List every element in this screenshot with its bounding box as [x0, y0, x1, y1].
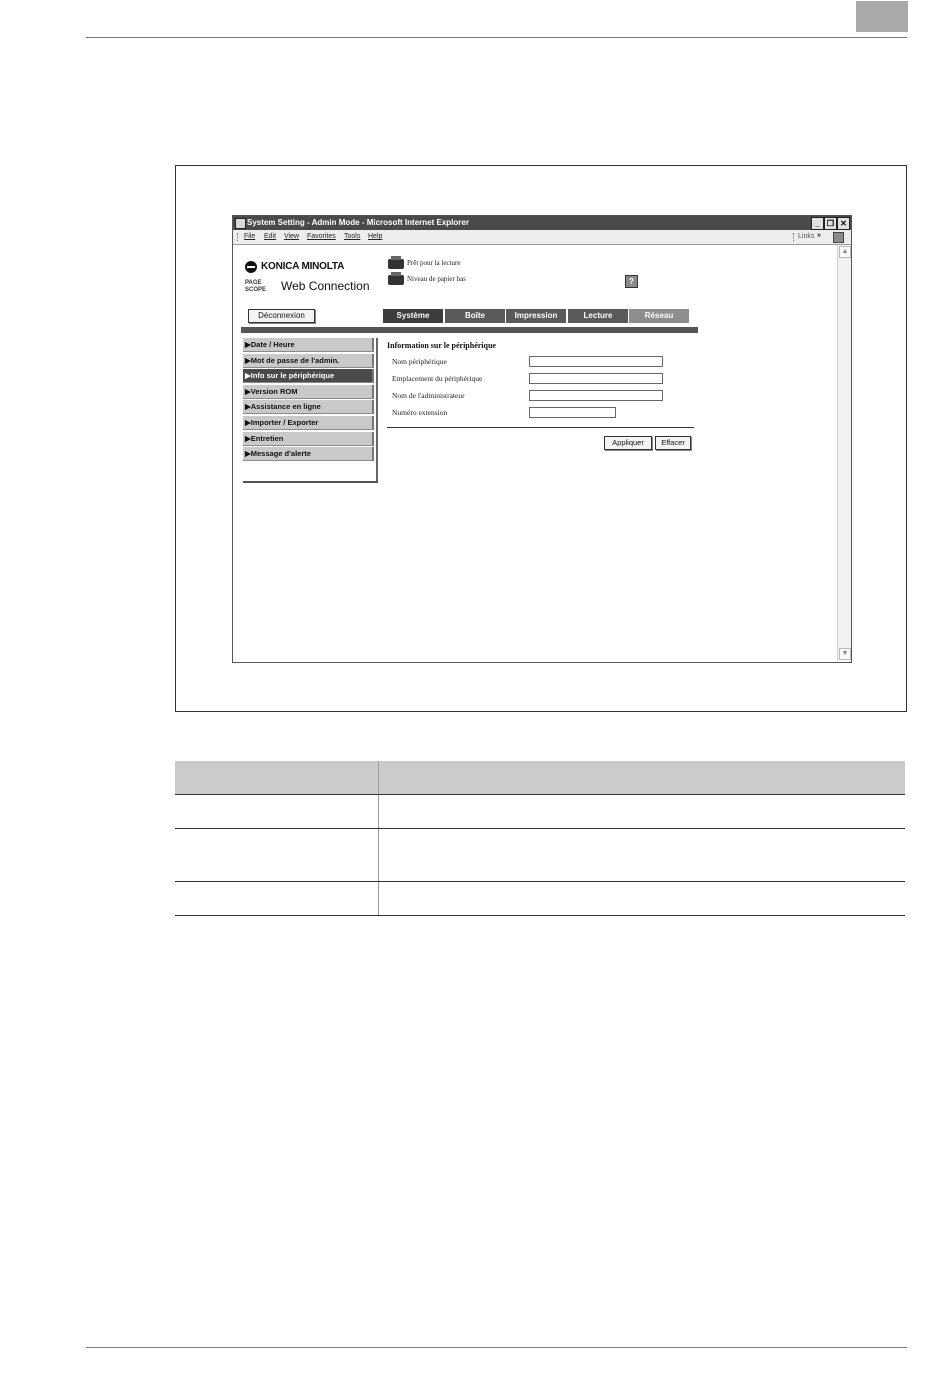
pagescope-mark	[245, 280, 279, 294]
sidebar-item-admin-password[interactable]: ▶Mot de passe de l'admin.	[243, 354, 374, 368]
menu-help[interactable]: Help	[368, 233, 383, 240]
vertical-scrollbar[interactable]	[837, 245, 851, 661]
sidebar-bottom-border	[243, 481, 378, 483]
sidebar-item-alert-message[interactable]: ▶Message d'alerte	[243, 447, 374, 461]
sidebar-item-date-heure[interactable]: ▶Date / Heure	[243, 338, 374, 352]
sidebar-item-version-rom[interactable]: ▶Version ROM	[243, 385, 374, 399]
table-row-rule	[175, 794, 905, 795]
web-connection-title: Web Connection	[281, 279, 370, 293]
browser-title-bar	[233, 216, 851, 230]
table-column-divider	[378, 794, 379, 916]
logout-button[interactable]: Déconnexion	[248, 309, 315, 323]
table-bottom-rule	[175, 915, 905, 916]
header-divider	[241, 327, 698, 333]
sidebar-item-device-info[interactable]: ▶Info sur le périphérique	[243, 369, 374, 383]
status-paper-text: Niveau de papier bas	[407, 275, 466, 283]
clear-button[interactable]: Effacer	[655, 436, 691, 450]
toolbar-grip	[237, 233, 239, 241]
menu-view[interactable]: View	[284, 233, 300, 240]
browser-window	[232, 215, 852, 663]
admin-name-input[interactable]	[529, 390, 663, 401]
table-header	[175, 761, 905, 794]
menu-tools[interactable]: Tools	[344, 233, 361, 240]
close-button[interactable]: ✕	[837, 217, 850, 230]
links-grip	[793, 233, 795, 241]
sidebar-item-online-assistance[interactable]: ▶Assistance en ligne	[243, 400, 374, 414]
tab-impression[interactable]: Impression	[506, 309, 566, 323]
device-location-input[interactable]	[529, 373, 663, 384]
scroll-down-icon[interactable]: ▼	[839, 648, 851, 660]
field-label-extension-number: Numéro extension	[392, 408, 448, 417]
form-divider	[387, 427, 694, 428]
tab-reseau[interactable]: Réseau	[629, 309, 689, 323]
field-label-device-name: Nom périphérique	[392, 357, 447, 366]
chapter-tab	[856, 1, 908, 32]
menu-favorites[interactable]: Favorites	[307, 233, 336, 240]
field-label-admin-name: Nom de l'administrateur	[392, 391, 465, 400]
field-label-device-location: Emplacement du périphérique	[392, 374, 483, 383]
konica-globe-icon	[245, 261, 257, 273]
table-row-rule	[175, 881, 905, 882]
links-label[interactable]: Links	[798, 233, 815, 240]
printer-icon	[388, 259, 404, 269]
page-top-rule	[86, 37, 907, 38]
browser-title: System Setting - Admin Mode - Microsoft Internet Explorer	[247, 218, 469, 227]
links-chevron-icon[interactable]: »	[817, 232, 821, 239]
sidebar-item-maintenance[interactable]: ▶Entretien	[243, 432, 374, 446]
pagescope-logo	[245, 279, 385, 295]
ie-app-icon	[235, 218, 246, 229]
menu-edit[interactable]: Edit	[264, 233, 277, 240]
menu-file[interactable]: File	[244, 233, 256, 240]
tab-lecture[interactable]: Lecture	[568, 309, 628, 323]
minimize-button[interactable]: _	[811, 217, 824, 230]
brand-name: KONICA MINOLTA	[261, 261, 345, 272]
browser-menu-bar	[233, 230, 851, 245]
form-title: Information sur le périphérique	[387, 341, 496, 350]
device-name-input[interactable]	[529, 356, 663, 367]
tab-boite[interactable]: Boîte	[445, 309, 505, 323]
help-button[interactable]: ?	[625, 275, 638, 288]
restore-button[interactable]: ❐	[824, 217, 837, 230]
status-ready-text: Prêt pour la lecture	[407, 259, 461, 267]
page-bottom-rule	[86, 1347, 907, 1348]
table-header-divider	[378, 761, 379, 794]
pagescope-bottom: SCOPE	[245, 287, 267, 293]
extension-number-input[interactable]	[529, 407, 616, 418]
windows-logo-icon	[833, 232, 844, 243]
table-row-rule	[175, 828, 905, 829]
tab-systeme[interactable]: Système	[383, 309, 443, 323]
scroll-up-icon[interactable]: ▲	[839, 246, 851, 258]
printer-warning-icon	[388, 275, 404, 285]
pagescope-top: PAGE	[245, 280, 262, 286]
page-viewport	[233, 245, 837, 662]
sidebar-item-import-export[interactable]: ▶Importer / Exporter	[243, 416, 374, 430]
sidebar-border	[376, 338, 378, 483]
apply-button[interactable]: Appliquer	[604, 436, 652, 450]
